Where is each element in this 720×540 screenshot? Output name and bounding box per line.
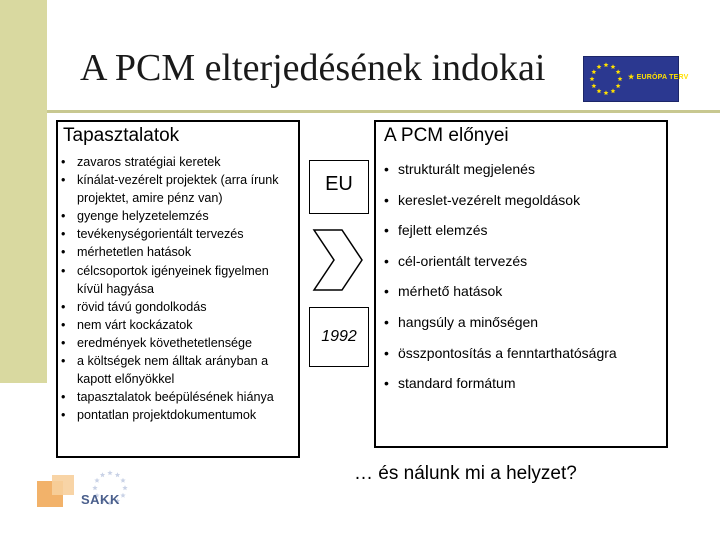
eu-label: EU [325, 173, 353, 195]
year-label: 1992 [321, 328, 357, 345]
sakk-star [92, 485, 97, 490]
eu-star [590, 76, 595, 81]
experiences-heading: Tapasztalatok [63, 125, 180, 146]
sakk-star [120, 478, 125, 483]
title-underline [47, 110, 720, 113]
eu-star [616, 69, 621, 74]
closing-question: … és nálunk mi a helyzet? [354, 463, 577, 484]
eu-star [611, 64, 616, 69]
slide-title: A PCM elterjedésének indokai [80, 47, 546, 89]
eu-star [618, 76, 623, 81]
sakk-star [122, 485, 127, 490]
sakk-star [120, 493, 125, 498]
eu-star [591, 83, 596, 88]
eu-star [604, 62, 609, 67]
chevron-right-icon [312, 228, 364, 292]
sakk-logo-text: SAKK [81, 492, 120, 507]
experiences-item: • eredmények követhetetlensége [58, 334, 294, 352]
experiences-item: • a költségek nem álltak arányban a kapott előnyökkel [58, 352, 294, 388]
eu-star [591, 69, 596, 74]
advantages-item: • strukturált megjelenés [384, 154, 664, 185]
experiences-item: • gyenge helyzetelemzés [58, 207, 294, 225]
advantages-item: • standard formátum [384, 368, 664, 399]
eu-star [604, 90, 609, 95]
europa-terv-logo [583, 56, 689, 102]
eu-star [597, 64, 602, 69]
experiences-item: • mérhetetlen hatások [58, 243, 294, 261]
sakk-logo [34, 467, 130, 513]
sakk-star [100, 472, 105, 477]
sakk-star [115, 472, 120, 477]
advantages-item: • hangsúly a minőségen [384, 307, 664, 338]
europa-terv-logo-text: ★ EURÓPA TERV [628, 74, 689, 81]
experiences-item: • kínálat-vezérelt projektek (arra írunk projektet, amire pénz van) [58, 171, 294, 207]
experiences-item: • tevékenységorientált tervezés [58, 225, 294, 243]
advantages-item: • összpontosítás a fenntarthatóságra [384, 338, 664, 369]
eu-label-box [309, 160, 369, 214]
advantages-heading: A PCM előnyei [384, 125, 509, 146]
advantages-item: • cél-orientált tervezés [384, 246, 664, 277]
experiences-list [58, 153, 294, 424]
experiences-item: • nem várt kockázatok [58, 316, 294, 334]
advantages-item: • fejlett elemzés [384, 215, 664, 246]
advantages-item: • mérhető hatások [384, 276, 664, 307]
advantages-item: • kereslet-vezérelt megoldások [384, 185, 664, 216]
eu-star [616, 83, 621, 88]
experiences-item: • tapasztalatok beépülésének hiánya [58, 388, 294, 406]
experiences-item: • zavaros stratégiai keretek [58, 153, 294, 171]
experiences-item: • pontatlan projektdokumentumok [58, 406, 294, 424]
experiences-item: • rövid távú gondolkodás [58, 298, 294, 316]
eu-star [597, 89, 602, 94]
experiences-item: • célcsoportok igényeinek figyelmen kívül hagyása [58, 262, 294, 298]
sakk-star [107, 470, 112, 475]
eu-star [611, 89, 616, 94]
year-box [309, 307, 369, 367]
advantages-list [384, 154, 664, 399]
sakk-star [94, 478, 99, 483]
decorative-left-bar [0, 0, 47, 383]
